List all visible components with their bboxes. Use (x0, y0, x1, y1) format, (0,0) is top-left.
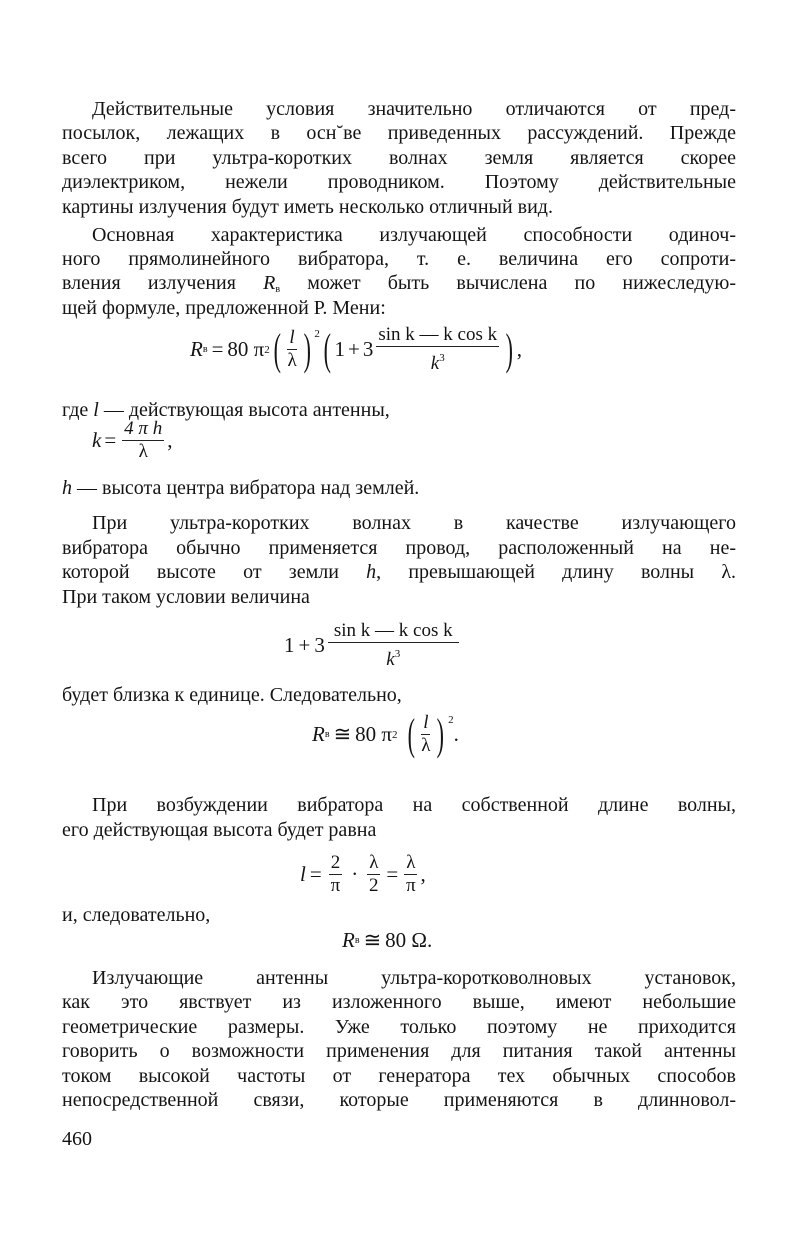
text-line: Действительные условия значительно отличаются от пред- (92, 98, 736, 120)
denominator: λ (138, 441, 148, 462)
var-k: k (92, 428, 102, 452)
fraction (122, 418, 164, 463)
subscript: в (354, 935, 360, 946)
numerator: 4 π h (124, 418, 163, 439)
text: где (62, 399, 89, 421)
text-line: Основная характеристика излучающей способности одиноч- (92, 224, 736, 246)
text-line: Излучающие антенны ультра-коротковолновых установок, (92, 967, 736, 989)
approx: ≅ (363, 928, 382, 952)
denominator: k (386, 649, 395, 670)
equals: = (386, 862, 399, 886)
numerator: λ (369, 852, 379, 873)
text-line: При возбуждении вибратора на собственной длине волны, (92, 794, 736, 816)
text: , превышающей длину волны (376, 561, 695, 583)
text-line (62, 560, 736, 584)
coef: 80 π (355, 722, 393, 746)
text-line: будет близка к единице. Следовательно, (62, 684, 402, 706)
text-line: щей формуле, предложенной Р. Мени: (62, 297, 386, 319)
period: . (731, 561, 737, 583)
page-number: 460 (62, 1128, 92, 1150)
fraction (421, 712, 430, 757)
subscript: в (202, 344, 208, 355)
text-line: посылок, лежащих в осн˘ве приведенных рассуждений. Прежде (62, 122, 736, 144)
text-line: ного прямолинейного вибратора, т. е. величина его сопроти- (62, 248, 736, 270)
text-line: вибратора обычно применяется провод, расположенный на не- (62, 537, 736, 559)
paren: ) (303, 324, 311, 374)
fraction (376, 324, 499, 375)
formula-correction-term (284, 620, 462, 671)
paren: ( (407, 709, 415, 759)
subscript: в (324, 729, 330, 740)
dot: · (351, 862, 359, 886)
one: 1 (284, 633, 295, 657)
paren: ( (323, 324, 331, 374)
equals: = (211, 337, 224, 361)
denominator: λ (421, 735, 431, 756)
numerator: l (289, 327, 295, 348)
paren: ) (505, 324, 514, 374)
text-line: всего при ультра-коротких волнах земля является скорее (62, 147, 736, 169)
exp: 3 (394, 648, 401, 660)
text-line: непосредственной связи, которые применяются в длинновол- (62, 1089, 736, 1111)
text-line: и, следовательно, (62, 904, 211, 926)
numerator: sin k — k cos k (328, 620, 459, 643)
coef: 80 π (227, 337, 265, 361)
paren: ) (437, 709, 445, 759)
approx: ≅ (333, 722, 352, 746)
var-R: R (263, 272, 276, 294)
formula-radiation-resistance (190, 324, 522, 375)
equals: = (309, 862, 322, 886)
plus: + (348, 337, 360, 361)
text-line: При таком условии величина (62, 586, 310, 608)
comma: , (516, 337, 523, 361)
numerator: λ (406, 852, 416, 873)
denominator: k (430, 353, 440, 374)
numerator: sin k — k cos k (378, 324, 498, 345)
one: 1 (334, 337, 346, 361)
text-line: током высокой частоты от генератора тех обычных способов (62, 1065, 736, 1087)
paren: ( (273, 324, 281, 374)
fraction (329, 852, 343, 897)
var-h: h (366, 561, 377, 583)
numerator: 2 (330, 852, 341, 873)
formula-effective-height (300, 852, 426, 897)
exp: 2 (264, 343, 270, 356)
text-line: диэлектриком, нежели проводником. Поэтому действительные (62, 171, 736, 193)
exp: 2 (314, 328, 320, 340)
fraction (287, 327, 296, 372)
denominator: 2 (369, 875, 379, 896)
denominator: π (406, 875, 416, 896)
var-lambda: λ (721, 561, 732, 583)
denominator: λ (287, 350, 297, 371)
text-line: как это явствует из изложенного выше, имеют небольшие (62, 991, 736, 1013)
text-line: его действующая высота будет равна (62, 819, 377, 841)
three: 3 (362, 337, 374, 361)
fraction (328, 620, 459, 671)
text-line: картины излучения будут иметь несколько отличный вид. (62, 196, 553, 218)
text-line: геометрические размеры. Уже только поэтому не приходится (62, 1016, 736, 1038)
text: может быть вычислена по нижеследую- (307, 272, 736, 294)
var-R: R (312, 722, 325, 746)
var-h: h (62, 477, 72, 499)
subscript: в (275, 284, 281, 295)
numerator: l (423, 712, 429, 733)
var-l: l (300, 862, 306, 886)
period: . (453, 722, 459, 746)
plus: + (298, 633, 311, 657)
formula-approx-resistance (312, 709, 459, 759)
exp: 3 (439, 352, 445, 364)
comma: , (167, 428, 173, 452)
text: вления излучения (62, 272, 236, 294)
exp: 2 (448, 714, 454, 726)
var-R: R (190, 337, 203, 361)
var-l: l (93, 399, 99, 421)
text: которой высоте от земли (62, 561, 339, 583)
text-line: говорить о возможности применения для питания такой антенны (62, 1040, 736, 1062)
text: — высота центра вибратора над землей. (77, 477, 420, 499)
fraction (367, 852, 380, 897)
equals: = (104, 428, 117, 452)
value: 80 Ω. (385, 928, 433, 952)
exp: 2 (392, 728, 398, 741)
comma: , (420, 862, 426, 886)
text-line: При ультра-коротких волнах в качестве излучающего (92, 512, 736, 534)
denominator: π (330, 875, 341, 896)
var-R: R (342, 928, 355, 952)
text: — действующая высота антенны, (103, 399, 390, 421)
fraction (404, 852, 417, 897)
formula-result (342, 928, 432, 953)
text-line (62, 476, 736, 500)
three: 3 (314, 633, 325, 657)
formula-k (92, 418, 172, 463)
